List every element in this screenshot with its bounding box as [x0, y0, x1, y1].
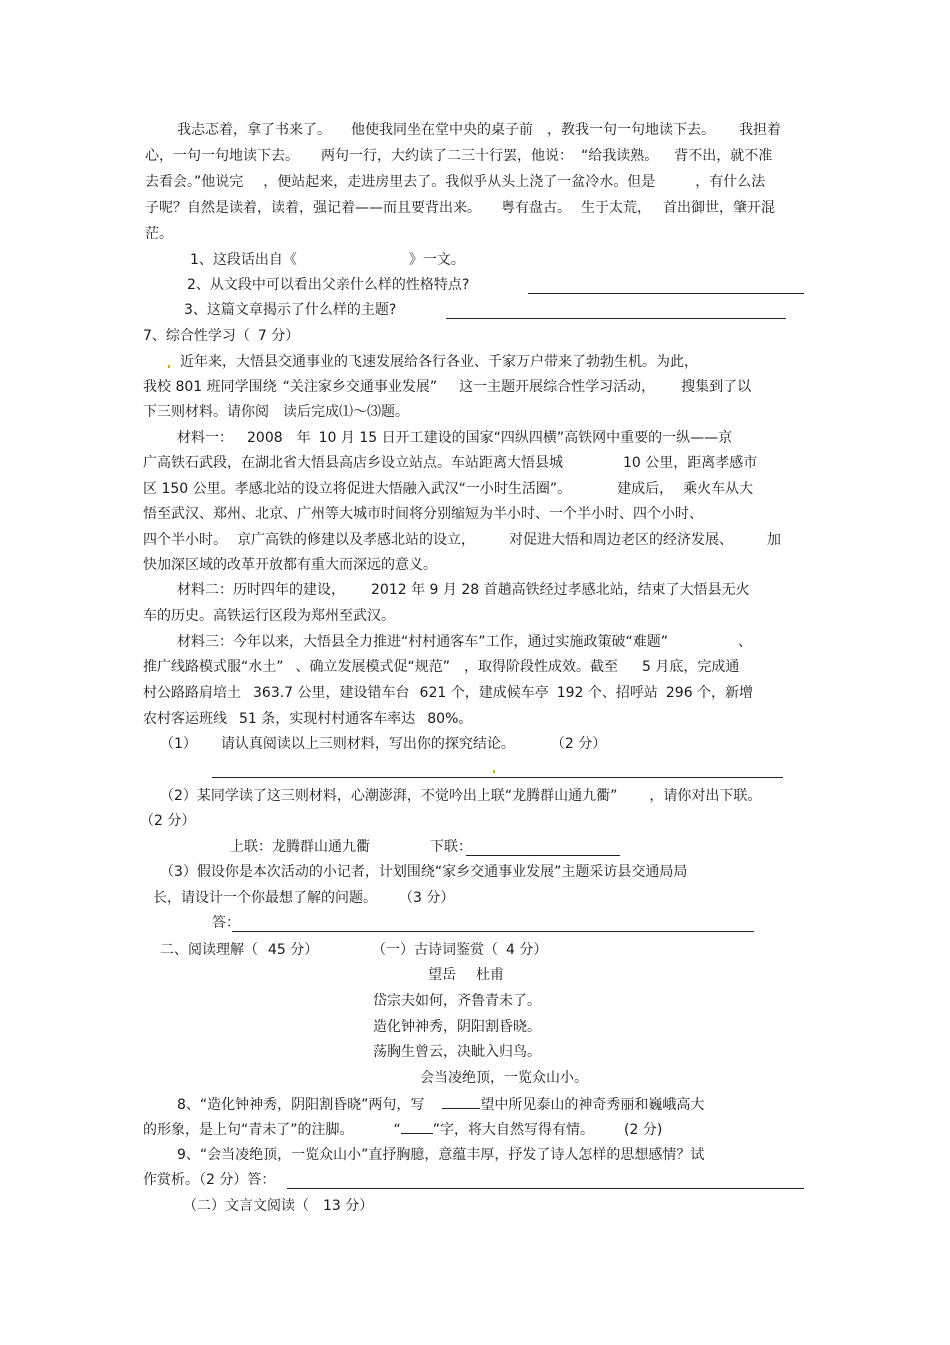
text: “给我读熟。 [581, 148, 659, 164]
passage-line-2 [145, 146, 772, 166]
material-3-line-1 [177, 632, 752, 652]
text: ，便站起来，走进房里去了。我似乎从头上浇了一盆冷水。但是 [263, 174, 656, 190]
question-1 [190, 250, 465, 270]
text: 四个半小时。 [143, 532, 227, 548]
text: ，取得阶段性成效。截至 [464, 659, 619, 675]
intro-line-2 [143, 377, 751, 397]
poem-line-4: 会当凌绝顶，一览众山小。 [420, 1070, 588, 1086]
text: 13 分） [323, 1198, 374, 1214]
text: 10 月 15 日开工建设的国家“四纵四横”高铁网中重要的一纵——京 [318, 430, 733, 446]
text: （2）某同学读了这三则材料，心潮澎湃，不觉吟出上联“龙腾群山通九衢” [160, 788, 618, 804]
mark-dot [168, 365, 170, 368]
text: 51 条，实现村村通客车率达 [239, 711, 416, 727]
text: 、 [738, 634, 753, 650]
material-1-line-3 [143, 479, 753, 499]
text: 2008 [247, 430, 283, 446]
poem-line-2: 造化钟神秀，阴阳割昏晓。 [373, 1019, 541, 1035]
answer-line-couplet[interactable] [466, 855, 620, 856]
text: 背不出，就不准 [674, 148, 773, 164]
text: 望岳 [428, 967, 456, 983]
question-9-line-2: 作赏析。（2 分）答： [143, 1172, 276, 1188]
text: 请认真阅读以上三则材料，写出你的探究结论。 [220, 736, 515, 752]
text: （一）古诗词鉴赏（ [372, 942, 498, 958]
couplet-upper: 上联：龙腾群山通九衢 [230, 839, 370, 855]
text: 我忐忑着，拿了书来了。 [177, 122, 331, 138]
material-1-line-4: 悟至武汉、郑州、北京、广州等大城市时间将分别缩短为半小时、一个半小时、四个小时、 [143, 506, 703, 522]
text: 5 月底，完成通 [642, 659, 740, 675]
text: ，他说： [517, 148, 573, 164]
text: 首出御世，肇开混 [663, 200, 775, 216]
text: 两句一行，大约读了二三十行罢 [321, 148, 517, 164]
text: 材料二：历时四年的建设， [177, 582, 345, 598]
text: 、确立发展模式促“规范” [295, 659, 451, 675]
subsection-2-title [183, 1196, 373, 1216]
question-9-line-1: 9、“会当凌绝顶，一览众山小”直抒胸臆，意蕴丰厚，抒发了诗人怎样的思想感情？试 [177, 1147, 705, 1163]
passage-line-5: 茫。 [145, 226, 173, 242]
text: 乘火车从大 [683, 481, 754, 497]
passage-line-3 [145, 172, 765, 192]
material-3-line-4 [143, 709, 472, 729]
text: 80%。 [427, 711, 473, 727]
answer-line-q9[interactable] [287, 1188, 804, 1189]
text: 我担着 [739, 122, 781, 138]
text: 搜集到了以 [681, 379, 752, 395]
subquestion-1 [160, 734, 606, 754]
answer-line-q3[interactable] [446, 318, 786, 319]
material-3-line-2 [143, 657, 739, 677]
text: 7 分） [257, 328, 300, 344]
poem-line-1: 岱宗夫如何，齐鲁青未了。 [373, 993, 541, 1009]
text: ，教我一句一句地读下去。 [547, 122, 715, 138]
text: 8、“造化钟神秀，阴阳割昏晓”两句，写 [177, 1097, 425, 1113]
text: 农村客运班线 [143, 711, 227, 727]
text: 粤有盘古。 [501, 200, 571, 216]
question-3: 3、这篇文章揭示了什么样的主题? [184, 302, 397, 318]
text: 加 [767, 532, 781, 548]
text: （二）文言文阅读（ [183, 1198, 309, 1214]
material-2-line-1 [177, 580, 750, 600]
subquestion-3-line-1: （3）假设你是本次活动的小记者，计划围绕“家乡交通事业发展”主题采访县交通局局 [160, 864, 688, 880]
text: 2012 年 9 月 28 首趟高铁经过孝感北站，结束了大悟县无火 [371, 582, 750, 598]
text: 45 分） [268, 942, 319, 958]
text: 去看会。”他说完 [145, 174, 244, 190]
text: ”字，将大自然写得有情。 [432, 1122, 595, 1138]
blank-q8-2[interactable] [401, 1119, 433, 1134]
subsection-1-title [372, 940, 547, 960]
text: 363.7 公里，建设错车台 [253, 685, 410, 701]
text: 望中所见泰山的神奇秀丽和巍峨高大 [480, 1097, 705, 1113]
passage-line-1 [177, 120, 781, 140]
part-2-title [160, 940, 318, 960]
text: （3 分） [399, 890, 455, 906]
text: 年 [296, 430, 311, 446]
text: 长，请设计一个你最想了解的问题。 [153, 890, 377, 906]
text: 推广线路模式服“水土” [143, 659, 284, 675]
answer-label: 答： [212, 915, 240, 931]
subquestion-2-score: （2 分） [140, 813, 196, 829]
text: 192 个、招呼站 [556, 685, 658, 701]
passage-line-4 [145, 198, 775, 218]
text: 7、综合性学习（ [143, 328, 250, 344]
text: 他使我同坐在堂中央的桌子前 [351, 122, 533, 138]
intro-line-1: 近年来，大悟县交通事业的飞速发展给各行各业、千家万户带来了勃勃生机。为此， [180, 354, 698, 370]
poem-line-3: 荡胸生曾云，决眦入归鸟。 [373, 1044, 541, 1060]
text: 心，一句一句地读下去。 [145, 148, 299, 164]
subquestion-3-line-2 [153, 888, 454, 908]
text: 子呢？自然是读着，读着，强记着——而且要背出来。 [145, 200, 481, 216]
text: “关注家乡交通事业发展” [282, 379, 438, 395]
text: (2 分) [624, 1122, 663, 1138]
question-8-line-1 [177, 1094, 704, 1115]
text: ，请你对出下联。 [649, 788, 762, 804]
text: “ [393, 1122, 401, 1138]
text: 这一主题开展综合性学习活动， [459, 379, 656, 395]
text: （2 分） [550, 736, 607, 752]
text: 4 分） [506, 942, 548, 958]
material-1-line-2 [143, 453, 757, 473]
text: 区 150 公里。孝感北站的设立将促进大悟融入武汉“一小时生活圈”。 [143, 481, 572, 497]
section-7-title [143, 326, 299, 346]
subquestion-2 [160, 786, 761, 806]
material-3-line-3 [143, 683, 753, 703]
text: 10 公里，距离孝感市 [623, 455, 758, 471]
text: ，有什么法 [695, 174, 766, 190]
text: 621 个，建成候车亭 [419, 685, 549, 701]
text: 材料三：今年以来，大悟县全力推进“村村通客车”工作，通过实施政策破“难题” [177, 634, 669, 650]
text: 下三则材料。请你阅 [143, 404, 269, 420]
answer-line-sq1[interactable] [212, 777, 783, 778]
text: 广高铁石武段，在湖北省大悟县高店乡设立站点。车站距离大悟县城 [143, 455, 563, 471]
text: 生于太荒， [581, 200, 651, 216]
blank-q8-1[interactable] [442, 1094, 480, 1109]
question-2: 2、从文段中可以看出父亲什么样的性格特点? [187, 277, 470, 293]
material-1-line-6: 快加深区域的改革开放都有重大而深远的意义。 [143, 557, 437, 573]
question-8-line-2 [143, 1119, 662, 1140]
text: 建成后， [617, 481, 674, 497]
text: 杜甫 [476, 967, 504, 983]
text: （1） [160, 736, 197, 752]
poem-title [428, 965, 504, 985]
intro-line-3 [143, 402, 409, 422]
material-1-line-1 [177, 428, 732, 448]
answer-line-sq3[interactable] [232, 931, 754, 932]
text: 对促进大悟和周边老区的经济发展、 [509, 532, 733, 548]
text: 1、这段话出自《 [190, 252, 297, 268]
text: 》一文。 [408, 252, 465, 268]
answer-line-q2[interactable] [528, 293, 804, 294]
text: 材料一： [177, 430, 233, 446]
text: 296 个，新增 [665, 685, 754, 701]
material-2-line-2: 车的历史。高铁运行区段为郑州至武汉。 [143, 608, 395, 624]
text: 我校 801 班同学围绕 [143, 379, 277, 395]
text: 的形象，是上句“青未了”的注脚。 [143, 1122, 354, 1138]
material-1-line-5 [143, 530, 781, 550]
text: 村公路路肩培土 [143, 685, 241, 701]
text: 二、阅读理解（ [160, 942, 258, 958]
text: 读后完成⑴～⑶题。 [283, 404, 409, 420]
text: 京广高铁的修建以及孝感北站的设立， [237, 532, 475, 548]
mark-dot [493, 770, 495, 773]
couplet-lower-label: 下联： [430, 839, 472, 855]
